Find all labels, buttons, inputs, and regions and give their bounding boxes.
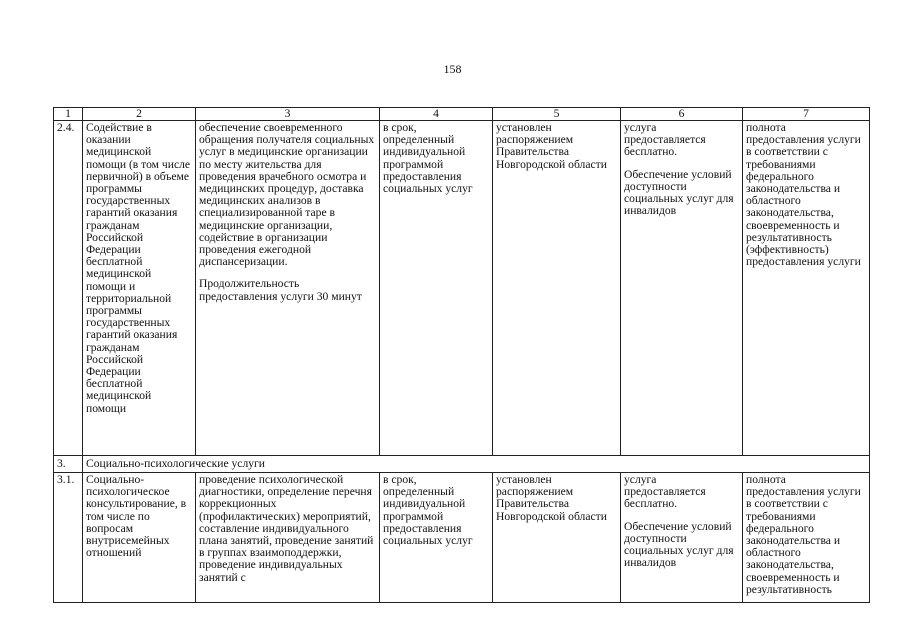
table-row: [54, 473, 870, 603]
section-title: Социально-психологические услуги: [83, 456, 870, 473]
conditions-accessibility: Обеспечение условий доступности социальных услуг для инвалидов: [624, 519, 734, 570]
page-number: 158: [443, 62, 462, 76]
row-number: 3.1.: [54, 473, 83, 603]
table-row: [54, 121, 870, 456]
service-term: в срок, определенный индивидуальной программой предоставления социальных услуг: [380, 121, 493, 456]
services-table: [53, 107, 870, 603]
conditions-free: услуга предоставляется бесплатно.: [624, 121, 706, 159]
service-quality: полнота предоставления услуги в соответствии с требованиями федерального законодательства и областного законодательства, своевременность и результативность: [743, 473, 870, 603]
service-conditions: [621, 473, 743, 603]
section-row: [54, 456, 870, 473]
service-name: Социально-психологическое консультирование, в том числе по вопросам внутрисемейных отношений: [83, 473, 196, 603]
service-quality: полнота предоставления услуги в соответствии с требованиями федерального законодательства и областного законодательства, своевременность и результативность (эффективность) предоставления услуги: [743, 121, 870, 456]
column-header-7: 7: [743, 108, 870, 121]
column-header-1: 1: [54, 108, 83, 121]
service-tariff: установлен распоряжением Правительства Новгородской области: [493, 121, 621, 456]
service-description: проведение психологической диагностики, определение перечня коррекционных (профилактических) мероприятий, составление индивидуального плана занятий, проведение занятий в группах взаимоподдержки, проведение индивидуальных занятий с: [196, 473, 380, 603]
duration-text: Продолжительность предоставления услуги 30 минут: [199, 277, 362, 303]
row-number: 2.4.: [54, 121, 83, 456]
description-text: обеспечение своевременного обращения получателя социальных услуг в медицинские организации по месту жительства для проведения врачебного осмотра и медицинских процедур, доставка медицинских анализов в специализированной таре в медицинские организации, содействие в организации проведения ежегодной диспансеризации.: [199, 121, 375, 269]
column-header-2: 2: [83, 108, 196, 121]
service-term: в срок, определенный индивидуальной программой предоставления социальных услуг: [380, 473, 493, 603]
header-row: [54, 108, 870, 121]
column-header-4: 4: [380, 108, 493, 121]
service-name: Содействие в оказании медицинской помощи (в том числе первичной) в объеме программы государственных гарантий оказания гражданам Российской Федерации бесплатной медицинской помощи и территориальной программы государственных гарантий оказания гражданам Российской Федерации бесплатной медицинской помощи: [83, 121, 196, 456]
section-number: 3.: [54, 456, 83, 473]
column-header-5: 5: [493, 108, 621, 121]
service-conditions: [621, 121, 743, 456]
conditions-free: услуга предоставляется бесплатно.: [624, 473, 706, 511]
service-description: [196, 121, 380, 456]
column-header-6: 6: [621, 108, 743, 121]
conditions-accessibility: Обеспечение условий доступности социальных услуг для инвалидов: [624, 167, 734, 218]
service-tariff: установлен распоряжением Правительства Новгородской области: [493, 473, 621, 603]
column-header-3: 3: [196, 108, 380, 121]
